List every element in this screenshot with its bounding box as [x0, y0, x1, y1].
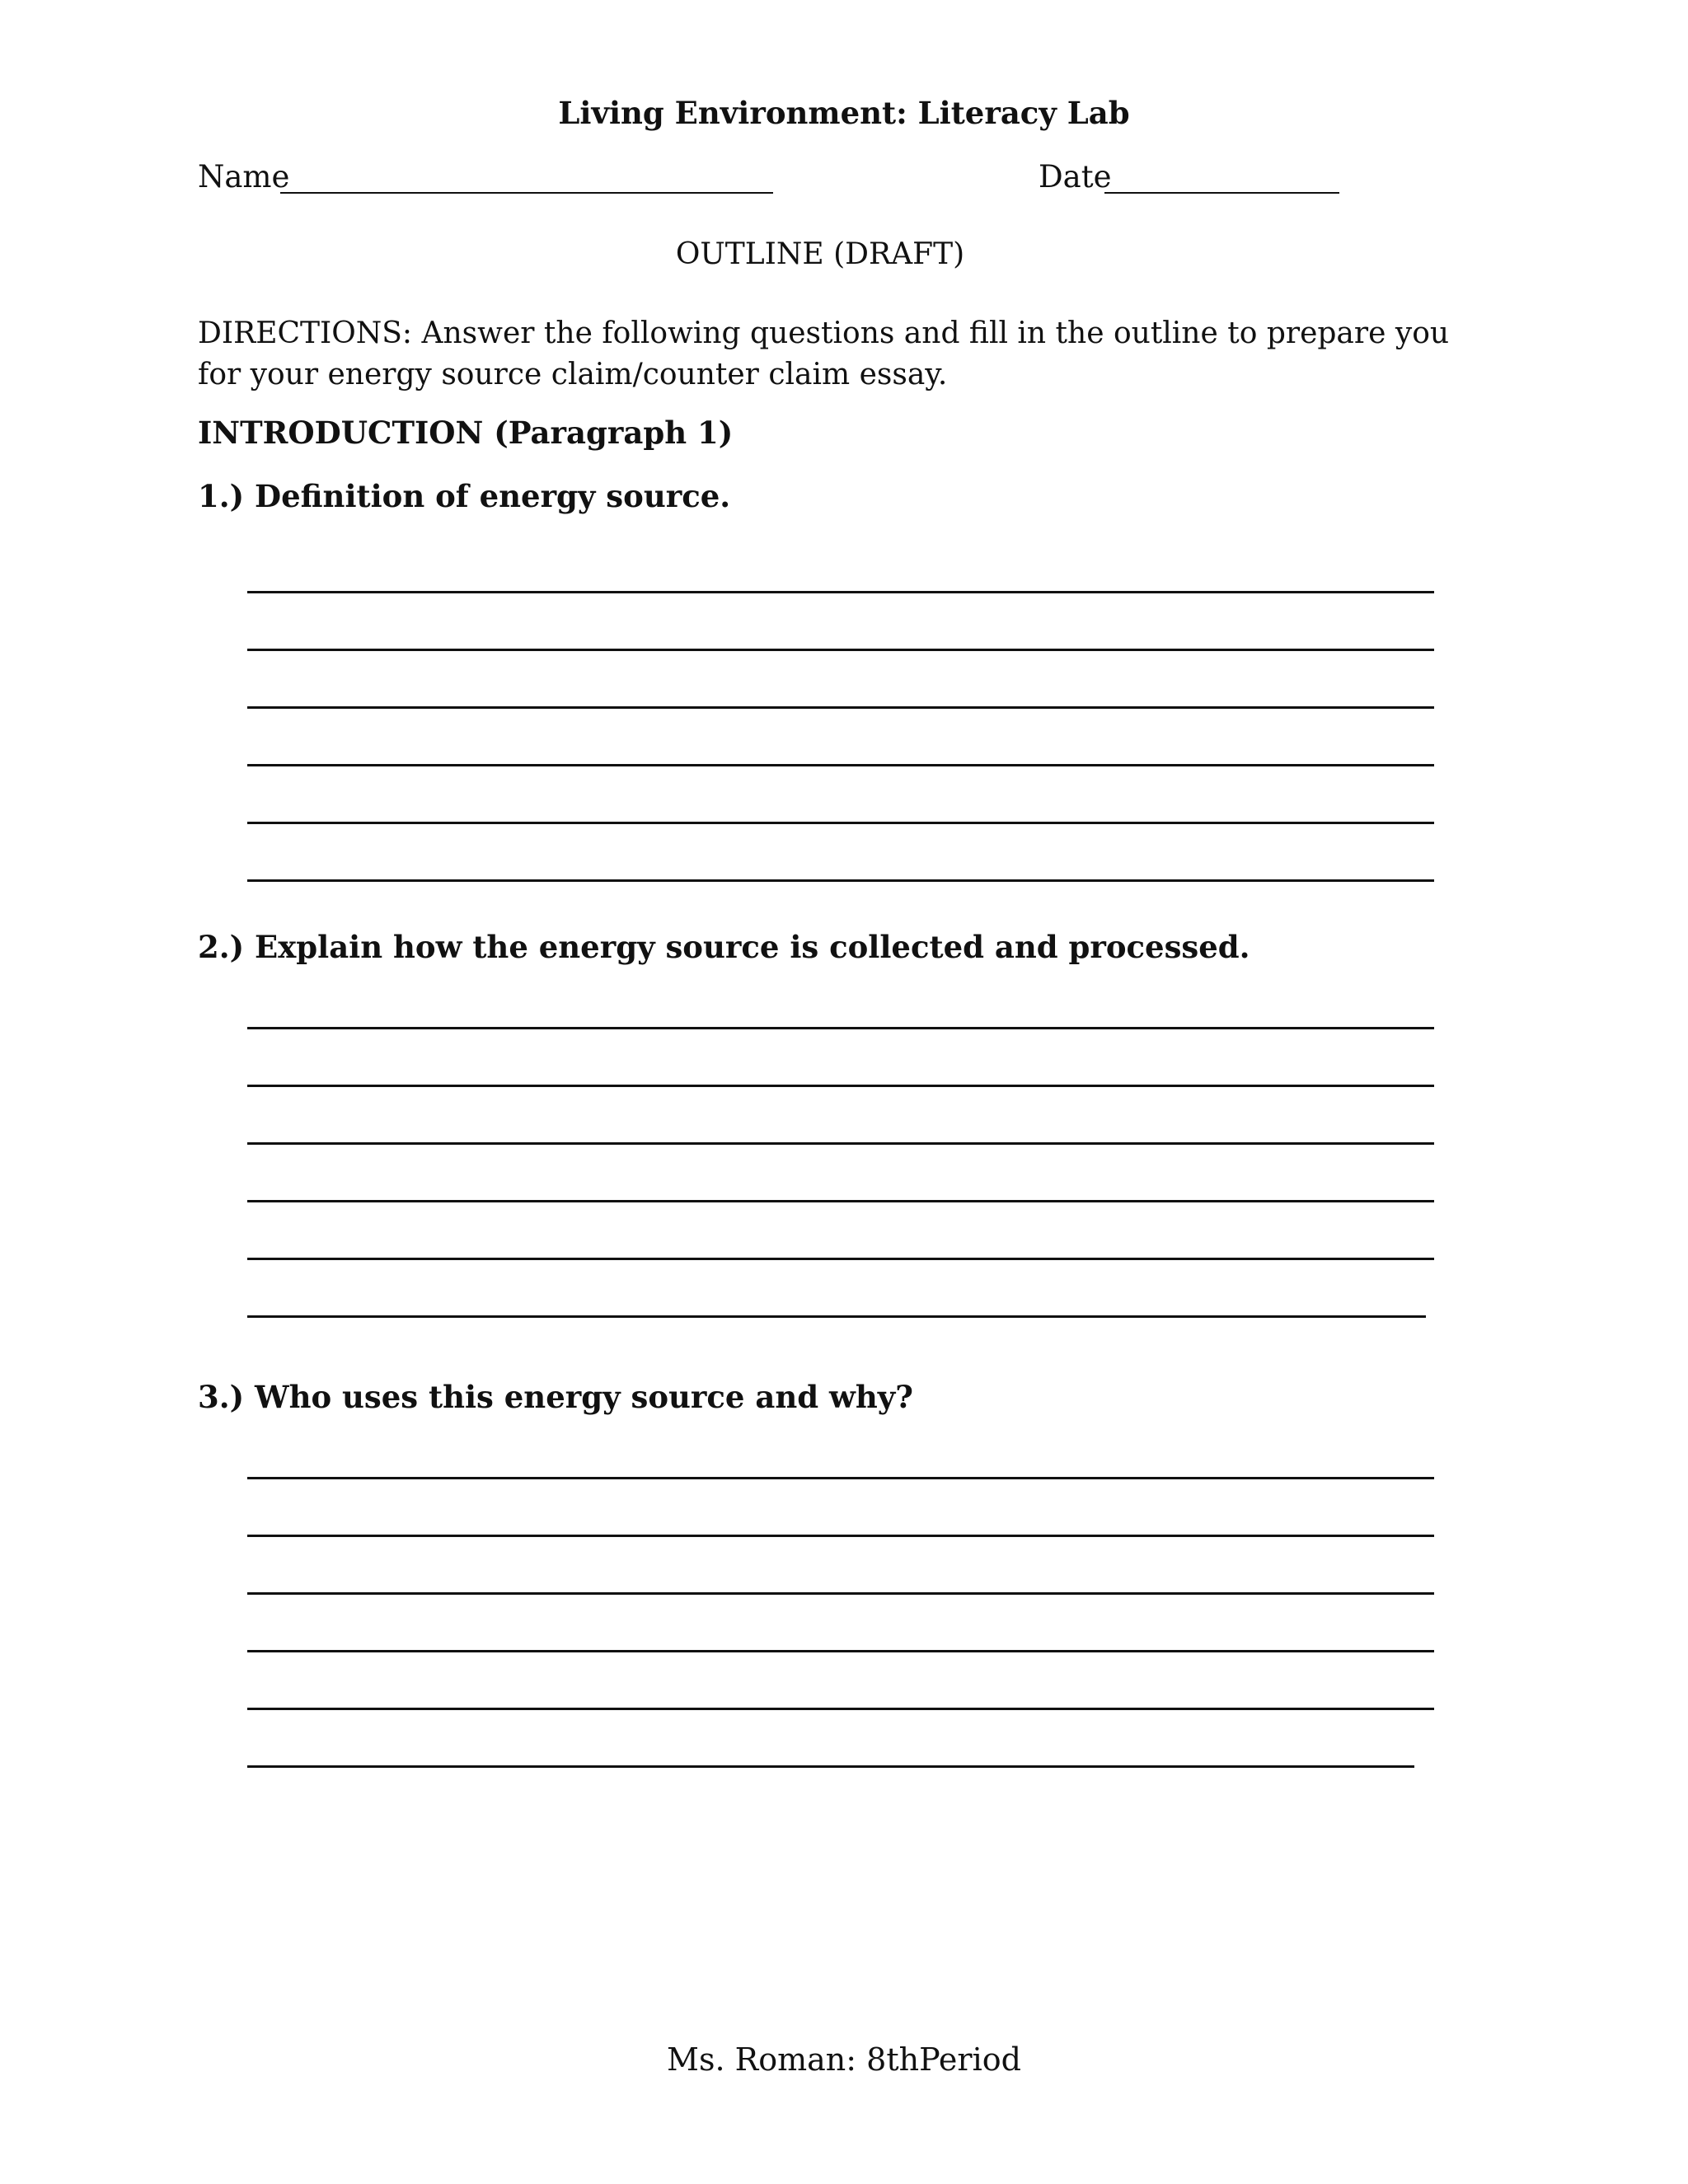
answer-line[interactable] [247, 822, 1434, 824]
name-field[interactable] [280, 192, 773, 194]
answer-line[interactable] [247, 706, 1434, 709]
answer-line[interactable] [247, 1200, 1434, 1202]
answer-line[interactable] [247, 1535, 1434, 1537]
page-title: Living Environment: Literacy Lab [558, 95, 1130, 131]
answer-line[interactable] [247, 1765, 1414, 1768]
outline-subtitle: OUTLINE (DRAFT) [675, 237, 965, 271]
answer-line[interactable] [247, 764, 1434, 766]
directions-text: DIRECTIONS: Answer the following questions and fill in the outline to prepare you for your energy source claim/counter claim essay. [198, 316, 1450, 391]
answer-line[interactable] [247, 1258, 1434, 1260]
answer-line[interactable] [247, 1315, 1426, 1318]
date-label: Date [1039, 159, 1112, 194]
answer-line[interactable] [247, 879, 1434, 882]
section-heading: INTRODUCTION (Paragraph 1) [198, 415, 734, 451]
answer-line[interactable] [247, 1650, 1434, 1652]
answer-line[interactable] [247, 1085, 1434, 1087]
name-label: Name [198, 159, 290, 194]
answer-line[interactable] [247, 1477, 1434, 1479]
date-field[interactable] [1104, 192, 1339, 194]
question-3: 3.) Who uses this energy source and why? [198, 1379, 913, 1415]
answer-line[interactable] [247, 591, 1434, 593]
question-2: 2.) Explain how the energy source is collected and processed. [198, 929, 1250, 965]
answer-line[interactable] [247, 1592, 1434, 1595]
footer-text: Ms. Roman: 8thPeriod [667, 2041, 1021, 2078]
answer-line[interactable] [247, 1027, 1434, 1029]
answer-line[interactable] [247, 1142, 1434, 1145]
question-1: 1.) Definition of energy source. [198, 478, 731, 514]
answer-line[interactable] [247, 649, 1434, 651]
answer-line[interactable] [247, 1708, 1434, 1710]
